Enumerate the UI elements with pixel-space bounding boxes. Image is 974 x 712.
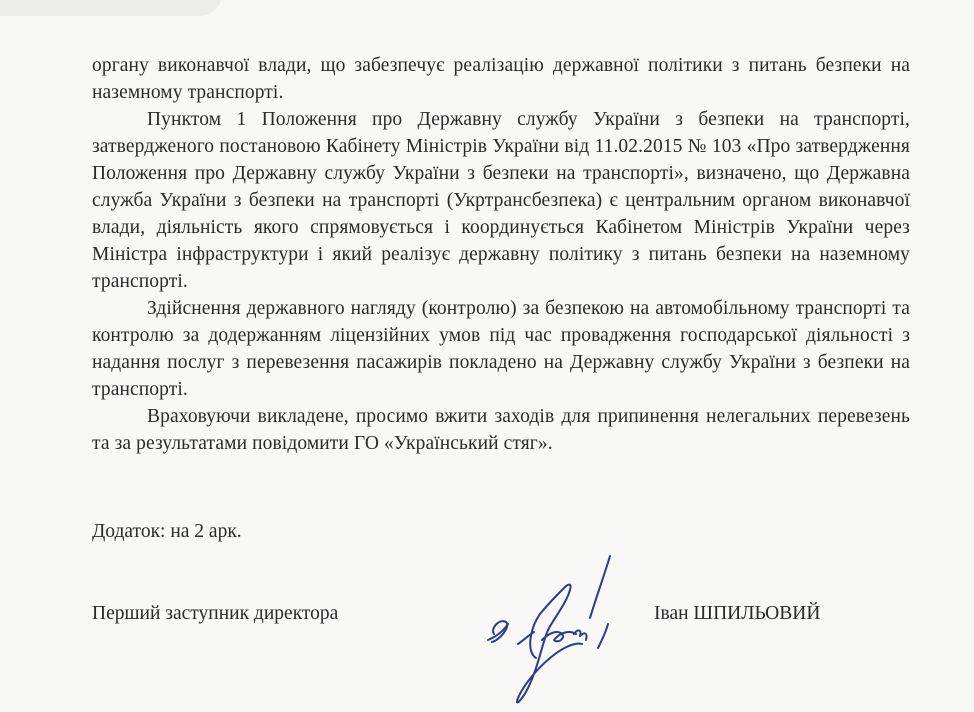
paragraph-4: Враховуючи викладене, просимо вжити заходів для припинення нелегальних перевезень та за результатами повідомити ГО «Український стяг».: [92, 406, 910, 454]
paragraph-2: Пунктом 1 Положення про Державну службу України з безпеки на транспорті, затвердженого постановою Кабінету Міністрів України від 11.02.2015 № 103 «Про затвердження Положення про Державну службу України з безпеки на транспорті», визначено, що Державна служба України з безпеки на транспорті (Укртрансбезпека) є центральним органом виконавчої влади, діяльність якого спрямовується і координується Кабінетом Міністрів України через Міністра інфраструктури і який реалізує державну політику з питань безпеки на наземному транспорті.: [92, 109, 910, 292]
paragraph-3: Здійснення державного нагляду (контролю) за безпекою на автомобільному транспорті та контролю за додержанням ліцензійних умов під час провадження господарської діяльності з надання послуг з перевезення пасажирів покладено на Державну службу України з безпеки на транспорті.: [92, 298, 910, 400]
signer-name: Іван ШПИЛЬОВИЙ: [654, 603, 821, 624]
handwritten-signature: [478, 548, 628, 712]
paragraph-1: органу виконавчої влади, що забезпечує реалізацію державної політики з питань безпеки на наземному транспорті.: [92, 55, 910, 103]
document-body: [92, 52, 910, 457]
page-corner-tab: [0, 0, 222, 16]
signer-title: Перший заступник директора: [92, 603, 339, 624]
attachment-note: Додаток: на 2 арк.: [92, 521, 242, 542]
